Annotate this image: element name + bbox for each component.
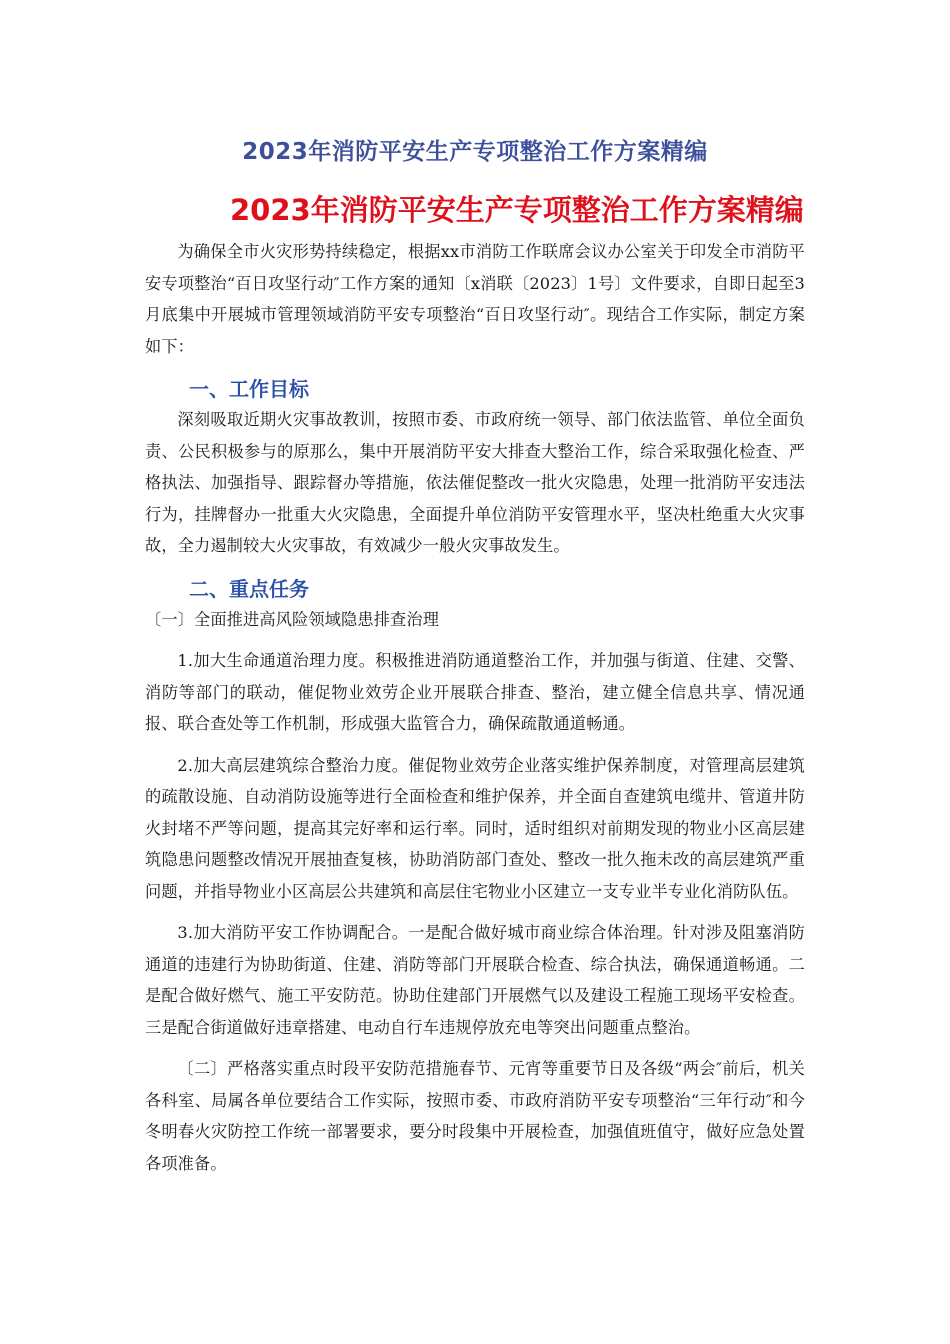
subsection-heading-1: 〔一〕全面推进高风险领域隐患排查治理 (145, 609, 440, 629)
section-heading-tasks: 二、重点任务 (189, 576, 309, 601)
subsection-paragraph-2: 〔二〕严格落实重点时段平安防范措施春节、元宵等重要节日及各级“两会″前后，机关各科室、局属各单位要结合工作实际，按照市委、市政府消防平安专项整治“三年行动″和今冬明春火灾防控工作统一部署要求，要分时段集中开展检查，加强值班值守，做好应急处置各项准备。 (145, 1059, 805, 1173)
goals-paragraph: 深刻吸取近期火灾事故教训，按照市委、市政府统一领导、部门依法监管、单位全面负责、公民积极参与的原那么，集中开展消防平安大排查大整治工作，综合采取强化检查、严格执法、加强指导、跟踪督办等措施，依法催促整改一批火灾隐患，处理一批消防平安违法行为，挂牌督办一批重大火灾隐患，全面提升单位消防平安管理水平，坚决杜绝重大火灾事故，全力遏制较大火灾事故，有效减少一般火灾事故发生。 (145, 410, 805, 555)
intro-paragraph: 为确保全市火灾形势持续稳定，根据xx市消防工作联席会议办公室关于印发全市消防平安专项整治“百日攻坚行动″工作方案的通知〔x消联〔2023〕1号〕文件要求，自即日起至3月底集中开展城市管理领域消防平安专项整治“百日攻坚行动″。现结合工作实际，制定方案如下： (145, 242, 805, 356)
main-title: 2023年消防平安生产专项整治工作方案精编 (230, 193, 804, 227)
document-body (145, 236, 805, 1179)
section-heading-goals: 一、工作目标 (189, 377, 309, 401)
header-title: 2023年消防平安生产专项整治工作方案精编 (242, 139, 708, 165)
task-item-1: 1.加大生命通道治理力度。积极推进消防通道整治工作，并加强与街道、住建、交警、消防等部门的联动，催促物业效劳企业开展联合排查、整治，建立健全信息共享、情况通报、联合查处等工作机制，形成强大监管合力，确保疏散通道畅通。 (145, 651, 805, 733)
task-item-3: 3.加大消防平安工作协调配合。一是配合做好城市商业综合体治理。针对涉及阻塞消防通道的违建行为协助街道、住建、消防等部门开展联合检查、综合执法，确保通道畅通。二是配合做好燃气、施工平安防范。协助住建部门开展燃气以及建设工程施工现场平安检查。三是配合街道做好违章搭建、电动自行车违规停放充电等突出问题重点整治。 (145, 923, 805, 1037)
task-item-2: 2.加大高层建筑综合整治力度。催促物业效劳企业落实维护保养制度，对管理高层建筑的疏散设施、自动消防设施等进行全面检查和维护保养，并全面自查建筑电缆井、管道井防火封堵不严等问题，提高其完好率和运行率。同时，适时组织对前期发现的物业小区高层建筑隐患问题整改情况开展抽查复核，协助消防部门查处、整改一批久拖未改的高层建筑严重问题，并指导物业小区高层公共建筑和高层住宅物业小区建立一支专业半专业化消防队伍。 (145, 755, 805, 901)
